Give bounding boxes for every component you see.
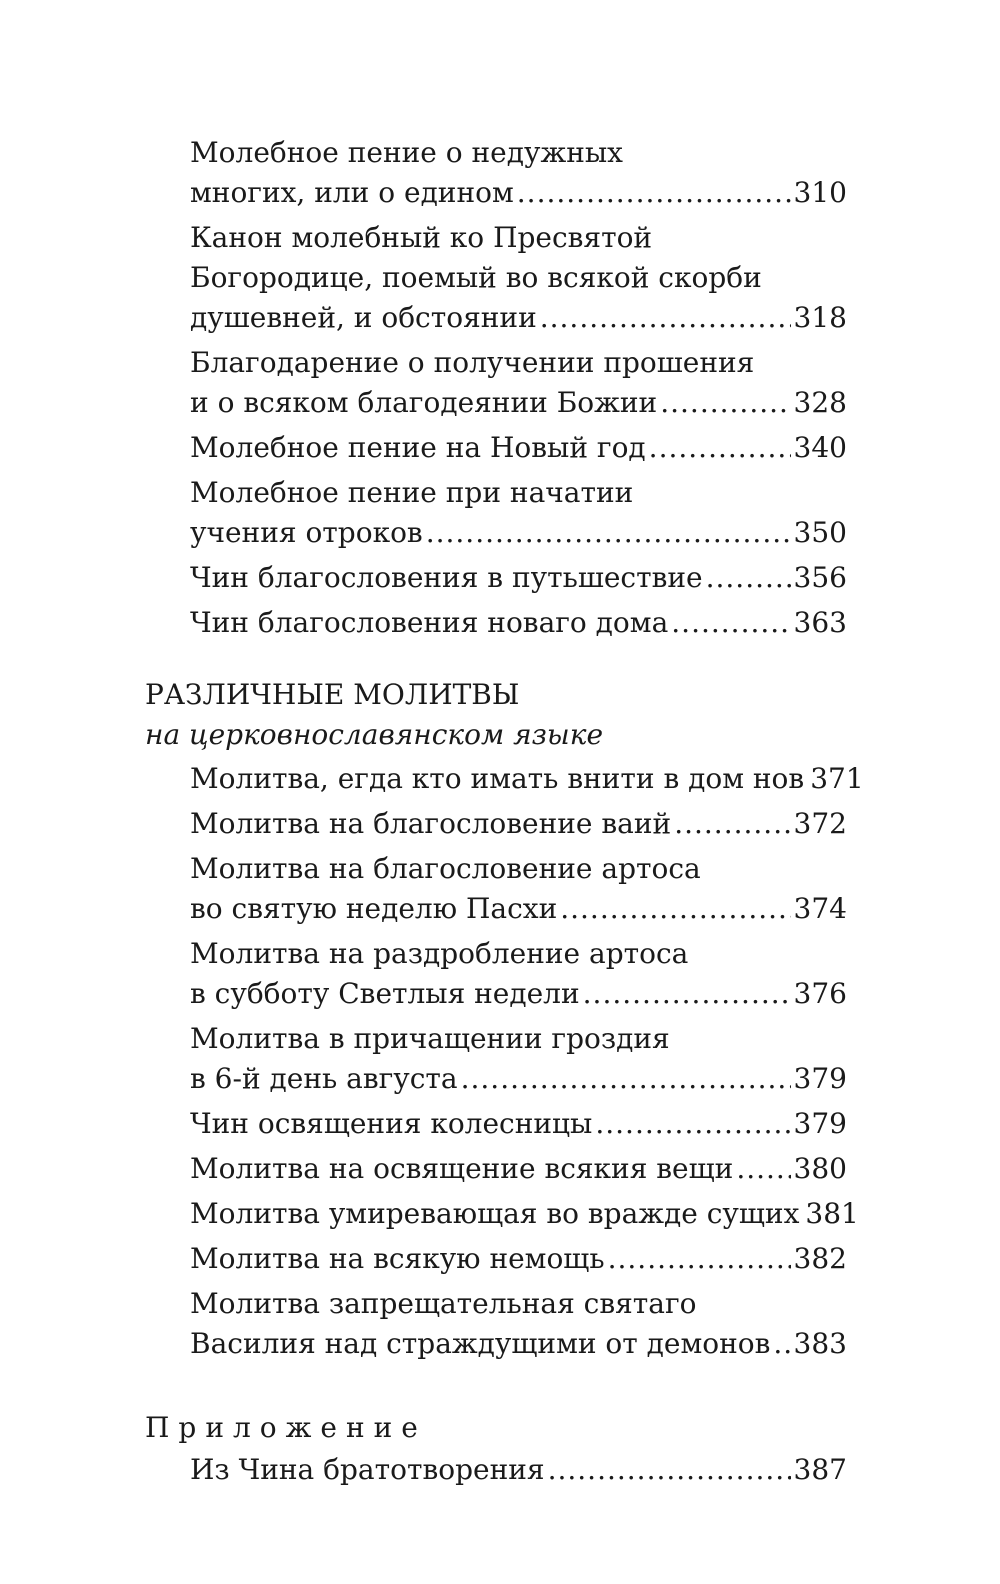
leader-dots [560, 889, 790, 929]
toc-entry[interactable] [190, 934, 847, 1014]
toc-entry[interactable] [190, 1284, 847, 1364]
leader-dots [773, 1324, 790, 1364]
leader-dots [674, 804, 790, 844]
entry-title-line: Канон молебный ко Пресвятой [190, 221, 653, 254]
page-number: 381 [805, 1197, 859, 1230]
page-number: 382 [793, 1242, 847, 1275]
entry-title-line: Молитва на раздробление артоса [190, 937, 689, 970]
entry-title-line: Молитва в причащении гроздия [190, 1022, 670, 1055]
page-number: 379 [793, 1107, 847, 1140]
table-of-contents [145, 133, 864, 1495]
entry-title-line: душевней, и обстоянии [190, 301, 537, 334]
entry-title-line: Молебное пение при начатии [190, 476, 634, 509]
entry-title-line: Чин благословения в путьшествие [190, 561, 703, 594]
entry-title-line: Молитва запрещательная святаго [190, 1287, 697, 1320]
leader-dots [517, 173, 791, 213]
page-number: 363 [793, 606, 847, 639]
toc-entry[interactable] [190, 804, 847, 844]
toc-entry[interactable] [190, 849, 847, 929]
toc-entry[interactable] [190, 1194, 859, 1234]
leader-dots [671, 603, 790, 643]
leader-dots [548, 1450, 791, 1490]
leader-dots [595, 1104, 790, 1144]
section-subheading: на церковнославянском языке [145, 718, 604, 751]
entry-title-line: Молитва на освящение всякия вещи [190, 1152, 734, 1185]
leader-dots [583, 974, 791, 1014]
toc-entry[interactable] [190, 1104, 847, 1144]
entry-title-line: Из Чина братотворения [190, 1453, 545, 1486]
toc-entry[interactable] [190, 603, 847, 643]
toc-entry[interactable] [190, 1450, 847, 1490]
page-number: 318 [793, 301, 847, 334]
entry-title-line: Молебное пение на Новый год [190, 431, 646, 464]
entry-title-line: и о всяком благодеянии Божии [190, 386, 658, 419]
entry-title-line: Молитва на благословение ваий [190, 807, 672, 840]
toc-entry[interactable] [190, 1239, 847, 1279]
toc-entry[interactable] [190, 428, 847, 468]
section-heading: РАЗЛИЧНЫЕ МОЛИТВЫ [145, 678, 520, 711]
page-number: 310 [793, 176, 847, 209]
entry-title-line: в 6-й день августа [190, 1062, 458, 1095]
entry-title-line: Молитва на всякую немощь [190, 1242, 605, 1275]
toc-entry[interactable] [190, 218, 847, 338]
page-number: 379 [793, 1062, 847, 1095]
entry-title-line: Молитва умиревающая во вражде сущих [190, 1197, 800, 1230]
entry-title-line: многих, или о едином [190, 176, 514, 209]
entry-title-line: Чин освящения колесницы [190, 1107, 593, 1140]
leader-dots [426, 513, 791, 553]
toc-entry[interactable] [190, 1019, 847, 1099]
entry-title-line: в субботу Светлыя недели [190, 977, 580, 1010]
toc-entry[interactable] [190, 759, 864, 799]
toc-entry[interactable] [190, 1149, 847, 1189]
leader-dots [540, 298, 791, 338]
entry-title-line: Чин благословения новаго дома [190, 606, 669, 639]
page-number: 350 [793, 516, 847, 549]
entry-title-line: Молитва на благословение артоса [190, 852, 701, 885]
entry-title-line: учения отроков [190, 516, 423, 549]
entry-title-line: Молитва, егда кто имать внити в дом нов [190, 762, 805, 795]
toc-group-1 [145, 133, 847, 643]
toc-entry[interactable] [190, 473, 847, 553]
page-number: 376 [793, 977, 847, 1010]
entry-title-line: Василия над страждущими от демонов [190, 1327, 771, 1360]
page-number: 371 [810, 762, 864, 795]
leader-dots [608, 1239, 791, 1279]
page-number: 383 [793, 1327, 847, 1360]
leader-dots [660, 383, 790, 423]
page-number: 380 [793, 1152, 847, 1185]
page-number: 328 [793, 386, 847, 419]
entry-title-line: во святую неделю Пасхи [190, 892, 558, 925]
appendix-heading: Приложение [145, 1411, 427, 1444]
toc-entry[interactable] [190, 558, 847, 598]
leader-dots [649, 428, 791, 468]
page-number: 374 [793, 892, 847, 925]
entry-title-line: Молебное пение о недужных [190, 136, 623, 169]
page-number: 387 [793, 1453, 847, 1486]
leader-dots [736, 1149, 790, 1189]
entry-title-line: Богородице, поемый во всякой скорби [190, 261, 762, 294]
toc-group-3 [145, 1450, 847, 1490]
leader-dots [461, 1059, 791, 1099]
leader-dots [706, 558, 791, 598]
toc-entry[interactable] [190, 133, 847, 213]
entry-title-line: Благодарение о получении прошения [190, 346, 755, 379]
toc-group-2 [145, 759, 864, 1364]
page-number: 356 [793, 561, 847, 594]
page-number: 340 [793, 431, 847, 464]
toc-entry[interactable] [190, 343, 847, 423]
page-number: 372 [793, 807, 847, 840]
